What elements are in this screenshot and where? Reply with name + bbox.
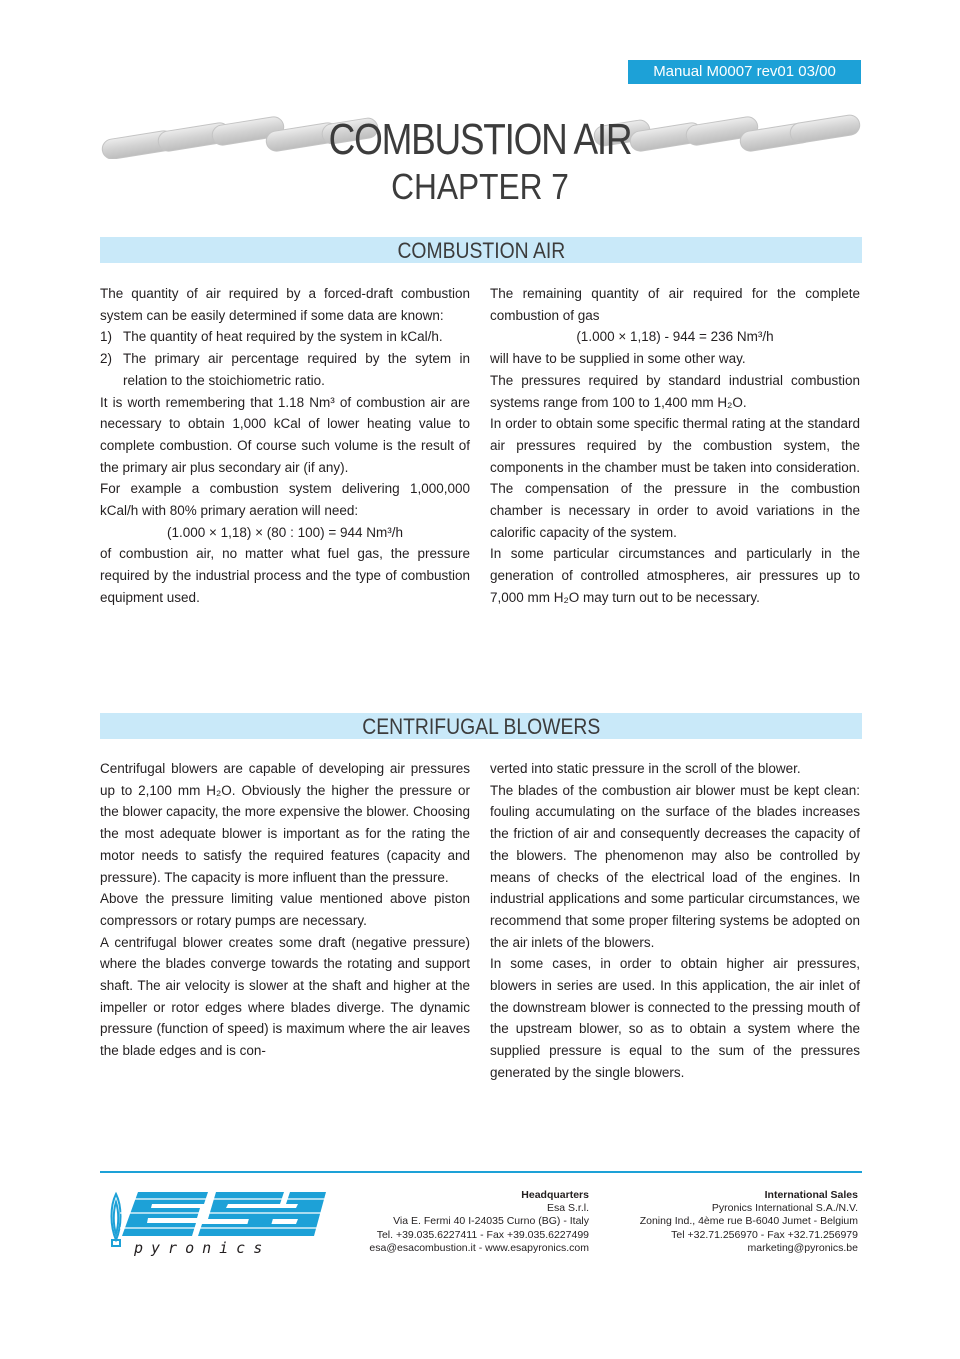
paragraph: The remaining quantity of air required for the complete combustion of gas	[490, 286, 860, 323]
paragraph: Above the pressure limiting value mentioned above piston compressors or rotary pumps are necessary.	[100, 891, 470, 928]
paragraph: A centrifugal blower creates some draft (negative pressure) where the blades converge towards the rotating and support shaft. The air velocity is slower at the shaft and higher at the impeller or rotor edges where blades diverge. The dynamic pressure (function of speed) is maximum where the air leaves the blade edges and is con-	[100, 934, 470, 1059]
hq-heading: Headquarters	[521, 1189, 589, 1201]
paragraph: Centrifugal blowers are capable of developing air pressures up to 2,100 mm H₂O. Obviously the higher the pressure or the blower capacity, the more expensive the blower. Choosing the most adequate blower is important as for the rating the motor needs to satisfy the required features (capacity and pressure). The capacity is more influent than the pressure.	[100, 761, 470, 885]
list-text: The primary air percentage required by the sytem in relation to the stoichiometric ratio.	[123, 351, 470, 388]
section1-right-column	[490, 283, 860, 609]
section-heading-combustion-air	[100, 237, 862, 263]
list-number: 2)	[100, 351, 113, 367]
headquarters-address	[369, 1189, 589, 1255]
formula: (1.000 × 1,18) × (80 : 100) = 944 Nm³/h	[166, 524, 403, 540]
paragraph: In some cases, in order to obtain higher air pressures, blowers in series are used. In this application, the air inlet of the downstream blower is connected to the pressing mouth of the upstream blower, so as to obtain a system where the supplied pressure is equal to the sum of the pressures generated by the single blowers.	[490, 956, 860, 1080]
paragraph: In some particular circumstances and particularly in the generation of controlled atmospheres, air pressures up to 7,000 mm H₂O may turn out to be necessary.	[490, 546, 860, 605]
section-heading-centrifugal-blowers	[100, 713, 862, 739]
list-number: 1)	[100, 329, 113, 345]
intl-line: Pyronics International S.A./N.V.	[711, 1202, 858, 1215]
intl-line: Zoning Ind., 4ème rue B-6040 Jumet - Belgium	[639, 1215, 858, 1228]
paragraph: It is worth remembering that 1.18 Nm³ of combustion air are necessary to obtain 1,000 kCal of lower heating value to complete combustion. Of course such volume is the result of the primary air plus secondary air (if any).	[100, 394, 470, 475]
paragraph: will have to be supplied in some other way.	[490, 351, 746, 367]
paragraph: of combustion air, no matter what fuel gas, the pressure required by the industrial process and the type of combustion equipment used.	[100, 546, 470, 605]
paragraph: verted into static pressure in the scroll of the blower.	[490, 761, 801, 776]
document-title: COMBUSTION AIR	[328, 115, 632, 164]
manual-reference-badge: Manual M0007 rev01 03/00	[628, 60, 861, 84]
intl-email[interactable]: marketing@pyronics.be	[747, 1241, 858, 1254]
list-item	[100, 326, 470, 348]
paragraph: The blades of the combustion air blower must be kept clean: fouling accumulating on the surface of the blades increases the friction of air and consequently decreases the capacity of the blowers. The phenomenon may also be controlled by means of checks of the electrical load of the engines. In industrial applications and some particular circumstances, we recommend that some proper filtering systems be adopted on the air inlets of the blowers.	[490, 782, 860, 950]
hq-email-web[interactable]: esa@esacombustion.it - www.esapyronics.com	[369, 1241, 589, 1254]
section2-left-column	[100, 758, 470, 1062]
list-item	[100, 348, 470, 391]
list-text: The quantity of heat required by the system in kCal/h.	[123, 329, 443, 345]
chapter-title: CHAPTER 7	[391, 166, 569, 207]
hq-line: Esa S.r.l.	[546, 1202, 589, 1215]
hq-line: Via E. Fermi 40 I-24035 Curno (BG) - Italy	[393, 1215, 589, 1228]
footer-rule	[100, 1171, 862, 1173]
paragraph: For example a combustion system delivering 1,000,000 kCal/h with 80% primary aeration will need:	[100, 481, 470, 519]
intl-heading: International Sales	[764, 1189, 858, 1201]
hq-line: Tel. +39.035.6227411 - Fax +39.035.6227499	[376, 1228, 589, 1241]
section1-left-column	[100, 283, 470, 609]
esa-pyronics-logo	[100, 1186, 330, 1256]
logo-wordmark: pyronics	[134, 1239, 271, 1256]
section-heading-text: CENTRIFUGAL BLOWERS	[361, 714, 601, 739]
section-heading-text: COMBUSTION AIR	[397, 238, 565, 263]
section2-right-column	[490, 758, 860, 1084]
international-sales-address	[640, 1189, 858, 1255]
intl-line: Tel +32.71.256970 - Fax +32.71.256979	[671, 1228, 858, 1241]
paragraph: The quantity of air required by a forced-draft combustion system can be easily determined if some data are known:	[100, 286, 470, 323]
paragraph: In order to obtain some specific thermal rating at the standard air pressures required by the combustion system, the components in the chamber must be taken into consideration. The compensation of the pressure in the combustion chamber is necessary in order to avoid variations in the calorific capacity of the system.	[490, 416, 860, 540]
formula: (1.000 × 1,18) - 944 = 236 Nm³/h	[576, 329, 774, 345]
paragraph: The pressures required by standard industrial combustion systems range from 100 to 1,400 mm H₂O.	[490, 372, 860, 410]
